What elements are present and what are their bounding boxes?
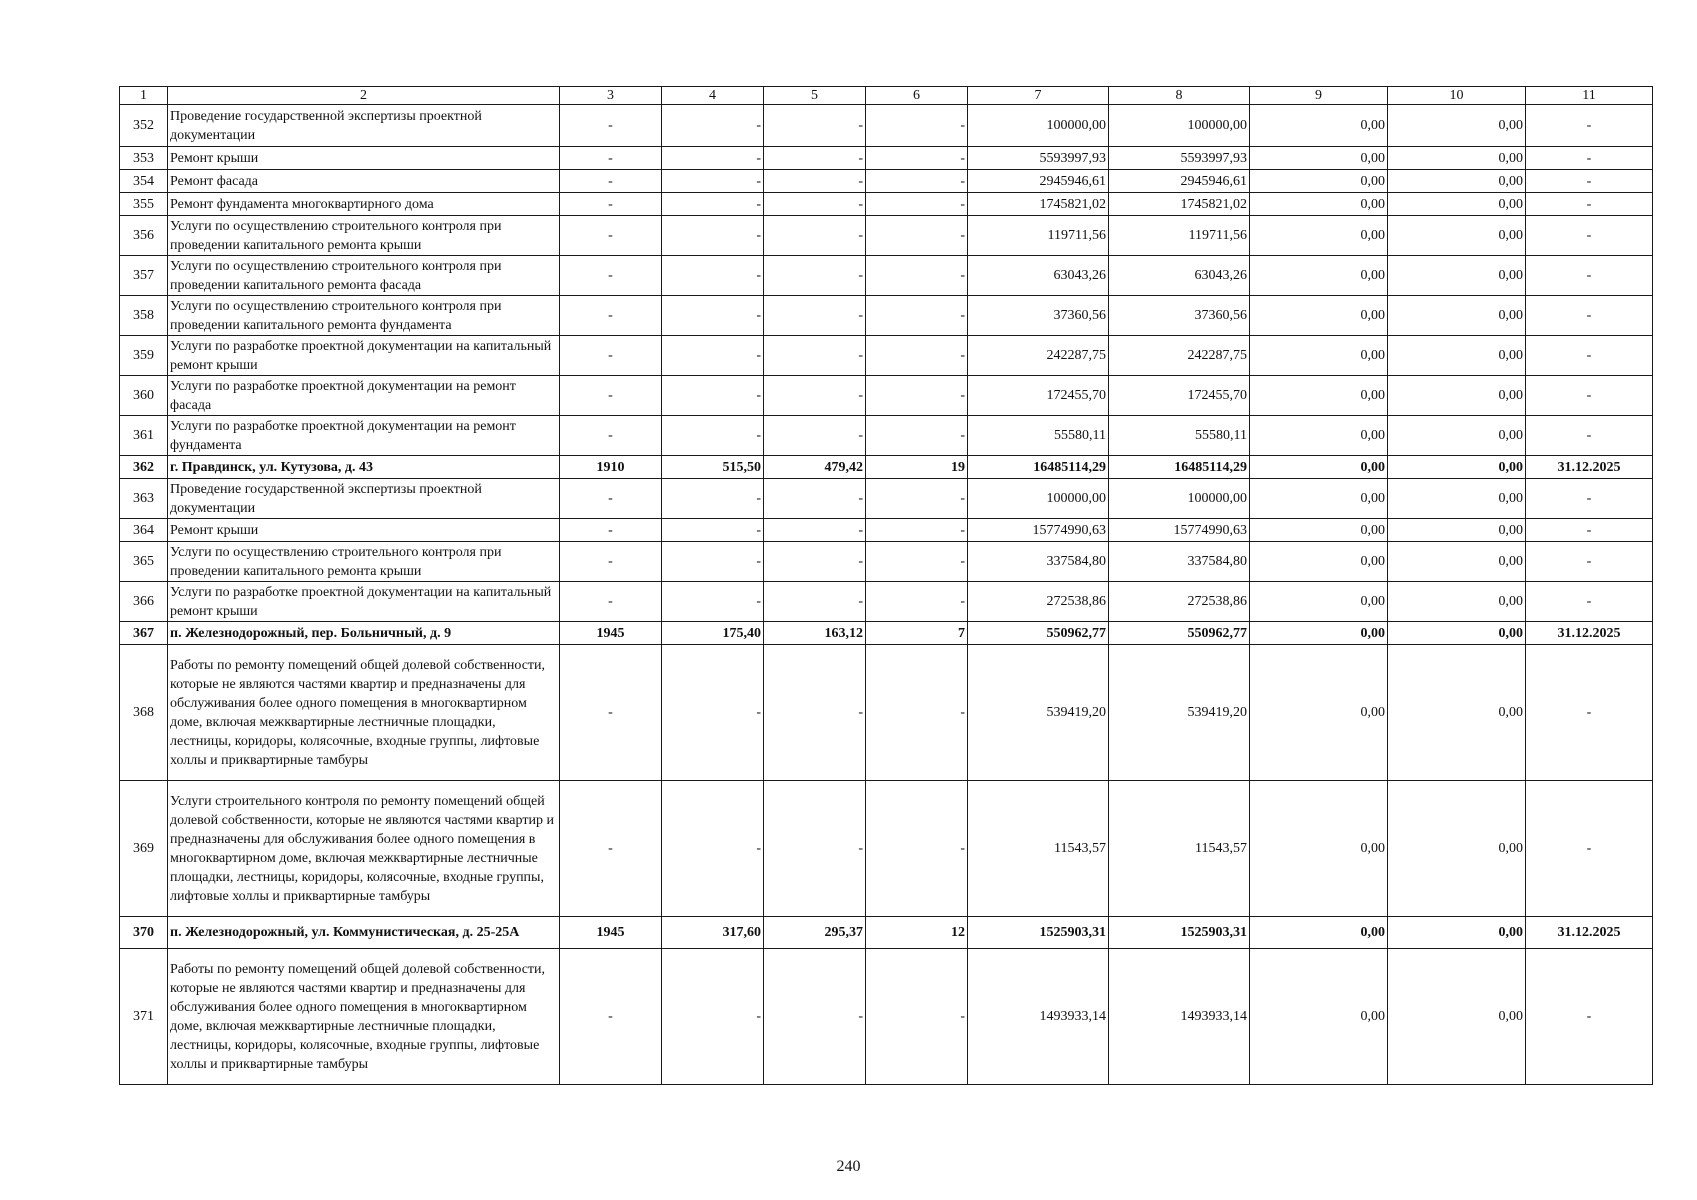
col-3-year: - (560, 147, 662, 170)
work-name: Услуги по осуществлению строительного контроля при проведении капитального ремонта крыши (168, 216, 560, 256)
col-3-year: - (560, 479, 662, 519)
col-4-area: 515,50 (662, 456, 764, 479)
col-7-cost: 119711,56 (968, 216, 1109, 256)
col-8-cost: 1745821,02 (1109, 193, 1250, 216)
col-3-year: - (560, 542, 662, 582)
col-9-value: 0,00 (1250, 147, 1388, 170)
table-row (120, 456, 1653, 479)
col-5-area: - (764, 376, 866, 416)
table-row (120, 479, 1653, 519)
col-4-area: - (662, 781, 764, 917)
col-5-area: - (764, 105, 866, 147)
col-6-count: - (866, 336, 968, 376)
column-number-4: 4 (662, 87, 764, 105)
col-9-value: 0,00 (1250, 519, 1388, 542)
col-11-date: - (1526, 542, 1653, 582)
col-6-count: - (866, 519, 968, 542)
col-11-date: - (1526, 336, 1653, 376)
col-5-area: - (764, 645, 866, 781)
col-9-value: 0,00 (1250, 542, 1388, 582)
table-row (120, 376, 1653, 416)
col-9-value: 0,00 (1250, 216, 1388, 256)
col-11-date: - (1526, 147, 1653, 170)
col-11-date: 31.12.2025 (1526, 917, 1653, 949)
col-8-cost: 272538,86 (1109, 582, 1250, 622)
row-number: 371 (120, 949, 168, 1085)
col-3-year: 1945 (560, 622, 662, 645)
col-7-cost: 1745821,02 (968, 193, 1109, 216)
col-9-value: 0,00 (1250, 105, 1388, 147)
col-3-year: - (560, 105, 662, 147)
column-number-8: 8 (1109, 87, 1250, 105)
col-9-value: 0,00 (1250, 193, 1388, 216)
col-6-count: - (866, 193, 968, 216)
col-8-cost: 100000,00 (1109, 479, 1250, 519)
work-name: Услуги строительного контроля по ремонту помещений общей долевой собственности, которые не являются частями квартир и предназначены для обслуживания более одного помещения в многоквартирном доме, включая межквартирные лестничные площадки, лестницы, коридоры, колясочные, входные группы, лифтовые холлы и приквартирные тамбуры (168, 781, 560, 917)
col-5-area: - (764, 147, 866, 170)
row-number: 366 (120, 582, 168, 622)
row-number: 355 (120, 193, 168, 216)
col-9-value: 0,00 (1250, 949, 1388, 1085)
col-3-year: - (560, 376, 662, 416)
column-number-10: 10 (1388, 87, 1526, 105)
col-5-area: - (764, 479, 866, 519)
col-8-cost: 5593997,93 (1109, 147, 1250, 170)
row-number: 367 (120, 622, 168, 645)
col-4-area: - (662, 296, 764, 336)
col-11-date: - (1526, 170, 1653, 193)
col-5-area: - (764, 216, 866, 256)
col-4-area: - (662, 519, 764, 542)
page-number: 240 (836, 1158, 861, 1175)
col-6-count: - (866, 949, 968, 1085)
table-row (120, 622, 1653, 645)
col-10-value: 0,00 (1388, 170, 1526, 193)
col-11-date: - (1526, 781, 1653, 917)
col-8-cost: 15774990,63 (1109, 519, 1250, 542)
col-4-area: - (662, 479, 764, 519)
col-9-value: 0,00 (1250, 622, 1388, 645)
work-name: Ремонт фундамента многоквартирного дома (168, 193, 560, 216)
col-4-area: - (662, 170, 764, 193)
row-number: 362 (120, 456, 168, 479)
col-8-cost: 37360,56 (1109, 296, 1250, 336)
work-name: Услуги по разработке проектной документации на капитальный ремонт крыши (168, 336, 560, 376)
col-4-area: 317,60 (662, 917, 764, 949)
work-name: Услуги по осуществлению строительного контроля при проведении капитального ремонта фасада (168, 256, 560, 296)
col-11-date: - (1526, 296, 1653, 336)
table-row (120, 147, 1653, 170)
col-10-value: 0,00 (1388, 416, 1526, 456)
work-name: г. Правдинск, ул. Кутузова, д. 43 (168, 456, 560, 479)
col-11-date: - (1526, 193, 1653, 216)
col-9-value: 0,00 (1250, 336, 1388, 376)
col-6-count: - (866, 216, 968, 256)
work-name: Проведение государственной экспертизы проектной документации (168, 105, 560, 147)
col-6-count: - (866, 781, 968, 917)
col-3-year: - (560, 949, 662, 1085)
col-8-cost: 539419,20 (1109, 645, 1250, 781)
col-7-cost: 16485114,29 (968, 456, 1109, 479)
col-3-year: - (560, 416, 662, 456)
col-9-value: 0,00 (1250, 781, 1388, 917)
work-name: п. Железнодорожный, пер. Больничный, д. 9 (168, 622, 560, 645)
col-4-area: - (662, 147, 764, 170)
col-3-year: - (560, 336, 662, 376)
col-9-value: 0,00 (1250, 582, 1388, 622)
col-10-value: 0,00 (1388, 193, 1526, 216)
table-row (120, 296, 1653, 336)
col-11-date: - (1526, 105, 1653, 147)
col-6-count: - (866, 542, 968, 582)
col-10-value: 0,00 (1388, 147, 1526, 170)
work-name: Услуги по разработке проектной документации на ремонт фасада (168, 376, 560, 416)
col-10-value: 0,00 (1388, 216, 1526, 256)
col-10-value: 0,00 (1388, 949, 1526, 1085)
row-number: 363 (120, 479, 168, 519)
col-11-date: - (1526, 645, 1653, 781)
col-10-value: 0,00 (1388, 542, 1526, 582)
col-4-area: 175,40 (662, 622, 764, 645)
row-number: 358 (120, 296, 168, 336)
col-3-year: - (560, 170, 662, 193)
col-7-cost: 1493933,14 (968, 949, 1109, 1085)
table-row (120, 949, 1653, 1085)
col-8-cost: 242287,75 (1109, 336, 1250, 376)
table-row (120, 582, 1653, 622)
col-3-year: 1910 (560, 456, 662, 479)
col-4-area: - (662, 645, 764, 781)
col-10-value: 0,00 (1388, 376, 1526, 416)
col-6-count: - (866, 170, 968, 193)
col-6-count: 12 (866, 917, 968, 949)
col-10-value: 0,00 (1388, 296, 1526, 336)
work-name: Работы по ремонту помещений общей долевой собственности, которые не являются частями квартир и предназначены для обслуживания более одного помещения в многоквартирном доме, включая межквартирные лестничные площадки, лестницы, коридоры, колясочные, входные группы, лифтовые холлы и приквартирные тамбуры (168, 645, 560, 781)
col-7-cost: 100000,00 (968, 105, 1109, 147)
row-number: 364 (120, 519, 168, 542)
col-6-count: - (866, 582, 968, 622)
col-9-value: 0,00 (1250, 917, 1388, 949)
col-8-cost: 337584,80 (1109, 542, 1250, 582)
table-row (120, 416, 1653, 456)
table-row (120, 216, 1653, 256)
col-5-area: - (764, 519, 866, 542)
col-7-cost: 337584,80 (968, 542, 1109, 582)
col-5-area: - (764, 416, 866, 456)
table-row (120, 542, 1653, 582)
col-9-value: 0,00 (1250, 296, 1388, 336)
work-name: Проведение государственной экспертизы проектной документации (168, 479, 560, 519)
col-3-year: - (560, 216, 662, 256)
col-11-date: - (1526, 949, 1653, 1085)
col-7-cost: 550962,77 (968, 622, 1109, 645)
column-number-7: 7 (968, 87, 1109, 105)
col-8-cost: 2945946,61 (1109, 170, 1250, 193)
col-4-area: - (662, 105, 764, 147)
col-6-count: - (866, 376, 968, 416)
col-9-value: 0,00 (1250, 479, 1388, 519)
table-row (120, 193, 1653, 216)
col-5-area: - (764, 949, 866, 1085)
column-number-9: 9 (1250, 87, 1388, 105)
col-7-cost: 272538,86 (968, 582, 1109, 622)
col-5-area: 295,37 (764, 917, 866, 949)
col-11-date: 31.12.2025 (1526, 456, 1653, 479)
col-4-area: - (662, 542, 764, 582)
col-6-count: - (866, 256, 968, 296)
col-6-count: - (866, 147, 968, 170)
row-number: 365 (120, 542, 168, 582)
col-9-value: 0,00 (1250, 645, 1388, 781)
col-4-area: - (662, 256, 764, 296)
col-6-count: 19 (866, 456, 968, 479)
col-10-value: 0,00 (1388, 105, 1526, 147)
row-number: 368 (120, 645, 168, 781)
col-5-area: - (764, 256, 866, 296)
table-row (120, 170, 1653, 193)
col-11-date: 31.12.2025 (1526, 622, 1653, 645)
col-7-cost: 5593997,93 (968, 147, 1109, 170)
work-name: Услуги по осуществлению строительного контроля при проведении капитального ремонта фундамента (168, 296, 560, 336)
col-10-value: 0,00 (1388, 781, 1526, 917)
col-5-area: 163,12 (764, 622, 866, 645)
work-name: п. Железнодорожный, ул. Коммунистическая, д. 25-25А (168, 917, 560, 949)
work-name: Ремонт крыши (168, 147, 560, 170)
col-7-cost: 1525903,31 (968, 917, 1109, 949)
col-8-cost: 550962,77 (1109, 622, 1250, 645)
col-8-cost: 16485114,29 (1109, 456, 1250, 479)
col-3-year: - (560, 256, 662, 296)
col-3-year: - (560, 582, 662, 622)
work-name: Ремонт крыши (168, 519, 560, 542)
row-number: 352 (120, 105, 168, 147)
col-6-count: - (866, 645, 968, 781)
col-7-cost: 55580,11 (968, 416, 1109, 456)
col-11-date: - (1526, 256, 1653, 296)
work-name: Работы по ремонту помещений общей долевой собственности, которые не являются частями квартир и предназначены для обслуживания более одного помещения в многоквартирном доме, включая межквартирные лестничные площадки, лестницы, коридоры, колясочные, входные группы, лифтовые холлы и приквартирные тамбуры (168, 949, 560, 1085)
col-11-date: - (1526, 376, 1653, 416)
col-4-area: - (662, 376, 764, 416)
col-10-value: 0,00 (1388, 479, 1526, 519)
col-7-cost: 15774990,63 (968, 519, 1109, 542)
col-7-cost: 539419,20 (968, 645, 1109, 781)
column-number-11: 11 (1526, 87, 1653, 105)
col-4-area: - (662, 416, 764, 456)
col-5-area: - (764, 193, 866, 216)
table-row (120, 256, 1653, 296)
col-4-area: - (662, 949, 764, 1085)
column-number-1: 1 (120, 87, 168, 105)
work-name: Услуги по осуществлению строительного контроля при проведении капитального ремонта крыши (168, 542, 560, 582)
col-8-cost: 119711,56 (1109, 216, 1250, 256)
col-8-cost: 63043,26 (1109, 256, 1250, 296)
col-10-value: 0,00 (1388, 256, 1526, 296)
col-3-year: - (560, 781, 662, 917)
col-4-area: - (662, 216, 764, 256)
table-row (120, 917, 1653, 949)
row-number: 361 (120, 416, 168, 456)
col-6-count: 7 (866, 622, 968, 645)
col-5-area: - (764, 336, 866, 376)
col-5-area: - (764, 296, 866, 336)
col-4-area: - (662, 582, 764, 622)
col-3-year: - (560, 645, 662, 781)
column-number-6: 6 (866, 87, 968, 105)
col-8-cost: 1525903,31 (1109, 917, 1250, 949)
work-name: Услуги по разработке проектной документации на ремонт фундамента (168, 416, 560, 456)
col-9-value: 0,00 (1250, 256, 1388, 296)
col-5-area: - (764, 170, 866, 193)
col-10-value: 0,00 (1388, 336, 1526, 376)
col-6-count: - (866, 105, 968, 147)
col-11-date: - (1526, 416, 1653, 456)
col-10-value: 0,00 (1388, 622, 1526, 645)
col-11-date: - (1526, 582, 1653, 622)
col-4-area: - (662, 336, 764, 376)
table-row (120, 519, 1653, 542)
col-5-area: - (764, 582, 866, 622)
col-7-cost: 37360,56 (968, 296, 1109, 336)
table-row (120, 781, 1653, 917)
row-number: 353 (120, 147, 168, 170)
col-10-value: 0,00 (1388, 456, 1526, 479)
row-number: 354 (120, 170, 168, 193)
col-6-count: - (866, 479, 968, 519)
col-7-cost: 242287,75 (968, 336, 1109, 376)
col-8-cost: 55580,11 (1109, 416, 1250, 456)
row-number: 370 (120, 917, 168, 949)
col-10-value: 0,00 (1388, 917, 1526, 949)
column-number-5: 5 (764, 87, 866, 105)
col-11-date: - (1526, 479, 1653, 519)
row-number: 369 (120, 781, 168, 917)
work-name: Услуги по разработке проектной документации на капитальный ремонт крыши (168, 582, 560, 622)
col-7-cost: 172455,70 (968, 376, 1109, 416)
column-number-3: 3 (560, 87, 662, 105)
col-3-year: - (560, 193, 662, 216)
table-row (120, 645, 1653, 781)
row-number: 359 (120, 336, 168, 376)
col-6-count: - (866, 416, 968, 456)
col-9-value: 0,00 (1250, 416, 1388, 456)
col-8-cost: 172455,70 (1109, 376, 1250, 416)
col-9-value: 0,00 (1250, 376, 1388, 416)
table-row (120, 105, 1653, 147)
row-number: 360 (120, 376, 168, 416)
col-8-cost: 100000,00 (1109, 105, 1250, 147)
col-3-year: - (560, 296, 662, 336)
col-7-cost: 63043,26 (968, 256, 1109, 296)
col-9-value: 0,00 (1250, 170, 1388, 193)
col-5-area: 479,42 (764, 456, 866, 479)
col-3-year: - (560, 519, 662, 542)
work-name: Ремонт фасада (168, 170, 560, 193)
col-8-cost: 1493933,14 (1109, 949, 1250, 1085)
col-4-area: - (662, 193, 764, 216)
row-number: 357 (120, 256, 168, 296)
col-7-cost: 100000,00 (968, 479, 1109, 519)
col-7-cost: 2945946,61 (968, 170, 1109, 193)
col-10-value: 0,00 (1388, 519, 1526, 542)
column-number-row (120, 87, 1653, 105)
row-number: 356 (120, 216, 168, 256)
table-row (120, 336, 1653, 376)
col-11-date: - (1526, 519, 1653, 542)
col-5-area: - (764, 542, 866, 582)
col-7-cost: 11543,57 (968, 781, 1109, 917)
col-5-area: - (764, 781, 866, 917)
column-number-2: 2 (168, 87, 560, 105)
col-10-value: 0,00 (1388, 645, 1526, 781)
col-9-value: 0,00 (1250, 456, 1388, 479)
col-3-year: 1945 (560, 917, 662, 949)
col-8-cost: 11543,57 (1109, 781, 1250, 917)
works-table (119, 86, 1653, 1085)
col-10-value: 0,00 (1388, 582, 1526, 622)
col-6-count: - (866, 296, 968, 336)
col-11-date: - (1526, 216, 1653, 256)
